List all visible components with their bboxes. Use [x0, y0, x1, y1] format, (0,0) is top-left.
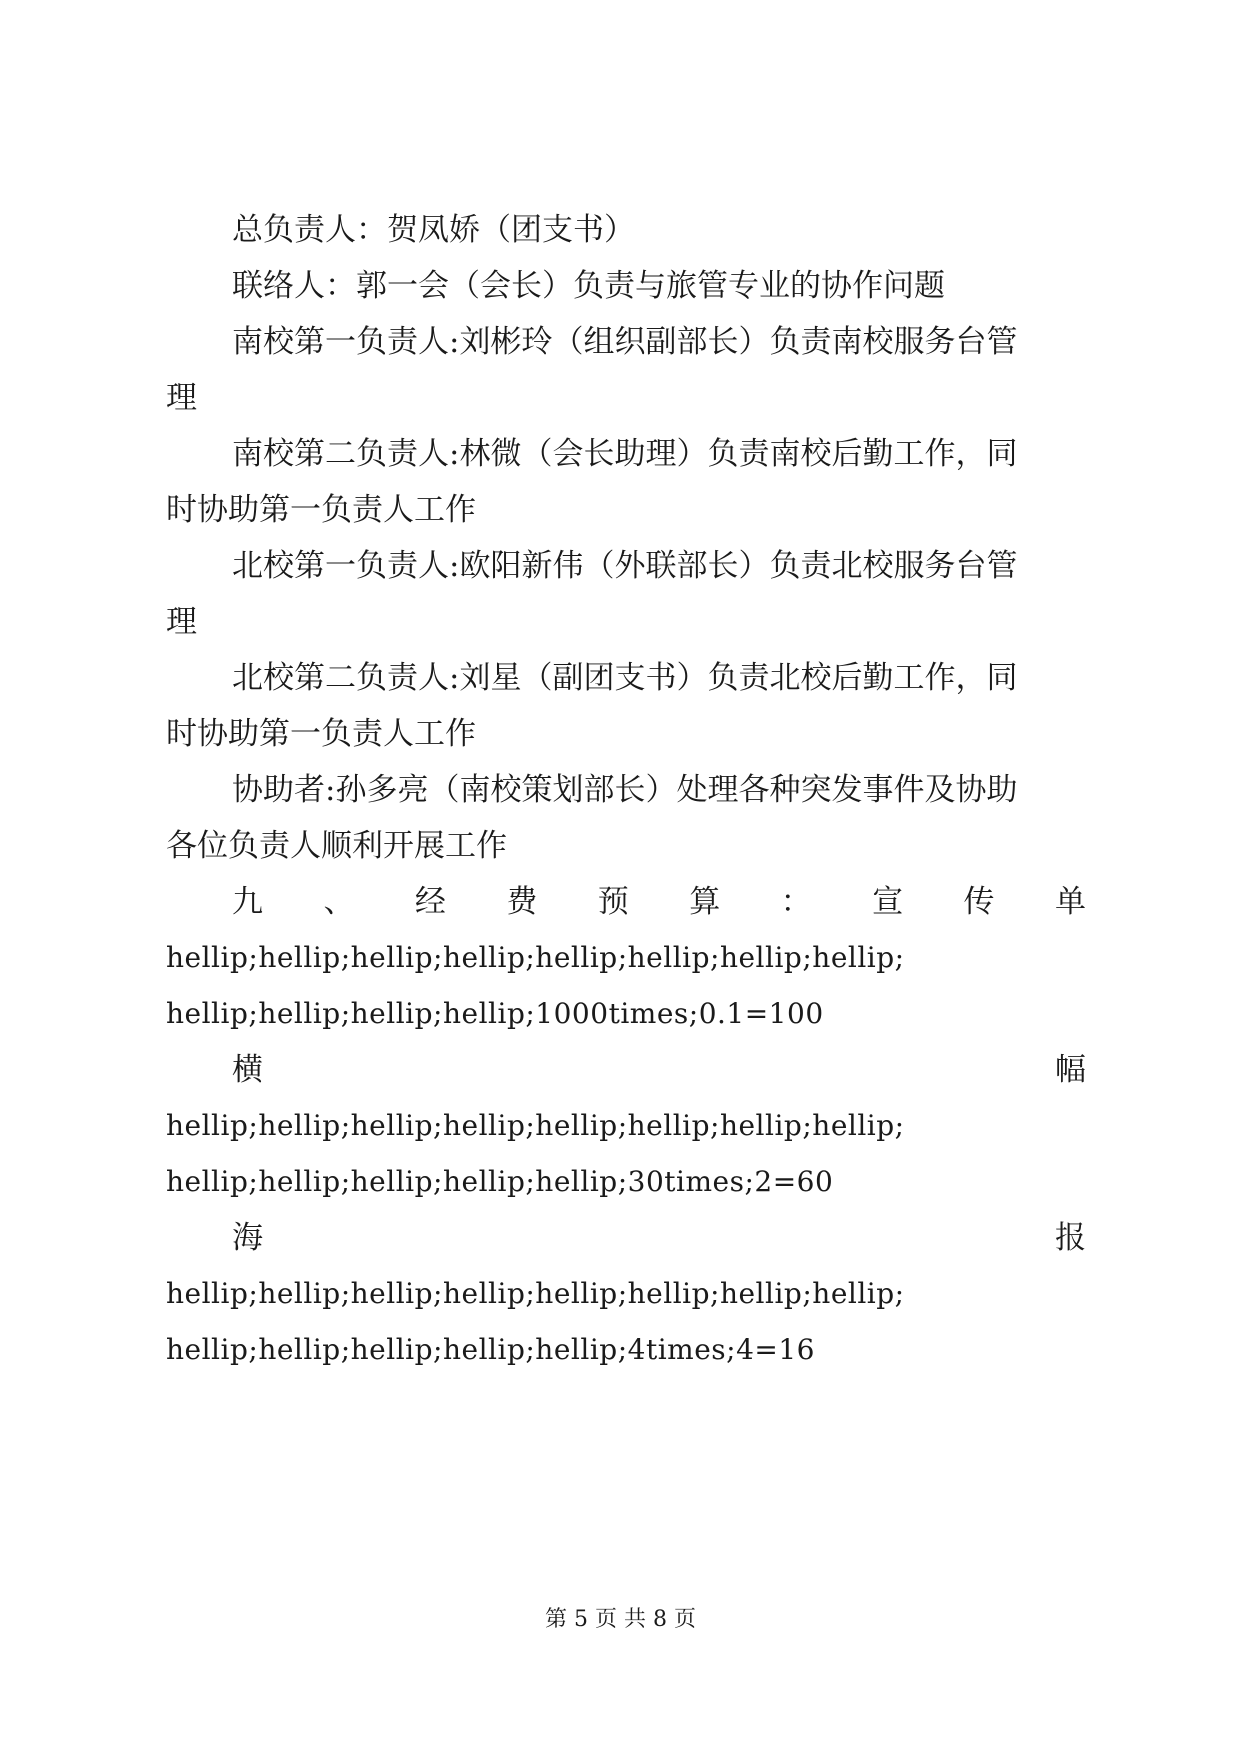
paragraph-north-first-line1: 北校第一负责人:欧阳新伟（外联部长）负责北校服务台管: [232, 548, 1018, 584]
budget-heading-char: 费: [506, 884, 538, 920]
budget-banner-line1: hellip;hellip;hellip;hellip;hellip;hellip;hellip;hellip;: [166, 1109, 905, 1142]
paragraph-assistant-line1: 协助者:孙多亮（南校策划部长）处理各种突发事件及协助: [232, 772, 1018, 808]
paragraph-north-second-line2: 时协助第一负责人工作: [166, 716, 476, 752]
paragraph-assistant-line2: 各位负责人顺利开展工作: [166, 828, 507, 864]
paragraph-liaison: 联络人：郭一会（会长）负责与旅管专业的协作问题: [232, 268, 945, 304]
budget-banner-right: 幅: [1055, 1052, 1086, 1088]
budget-poster-left: 海: [232, 1220, 263, 1256]
budget-heading-char: 算: [689, 884, 721, 920]
budget-heading: [232, 882, 1086, 922]
paragraph-south-first-line2: 理: [166, 380, 197, 416]
paragraph-north-second-line1: 北校第二负责人:刘星（副团支书）负责北校后勤工作，同: [232, 660, 1018, 696]
budget-heading-char: 传: [963, 884, 995, 920]
paragraph-north-first-line2: 理: [166, 604, 197, 640]
paragraph-south-first-line1: 南校第一负责人:刘彬玲（组织副部长）负责南校服务台管: [232, 324, 1018, 360]
paragraph-south-second-line2: 时协助第一负责人工作: [166, 492, 476, 528]
budget-flyer-line1: hellip;hellip;hellip;hellip;hellip;hellip;hellip;hellip;: [166, 941, 905, 974]
budget-poster-line1: hellip;hellip;hellip;hellip;hellip;hellip;hellip;hellip;: [166, 1277, 905, 1310]
budget-poster-heading: [232, 1218, 1086, 1258]
paragraph-south-second-line1: 南校第二负责人:林微（会长助理）负责南校后勤工作，同: [232, 436, 1018, 472]
budget-poster-line2: hellip;hellip;hellip;hellip;hellip;4times;4=16: [166, 1333, 815, 1366]
budget-banner-heading: [232, 1050, 1086, 1090]
budget-heading-char: 、: [323, 884, 355, 920]
budget-heading-char: 九: [232, 884, 263, 920]
budget-heading-char: 单: [1054, 884, 1086, 920]
budget-banner-line2: hellip;hellip;hellip;hellip;hellip;30times;2=60: [166, 1165, 834, 1198]
page-footer: 第 5 页 共 8 页: [545, 1607, 696, 1632]
paragraph-chief: 总负责人：贺凤娇（团支书）: [232, 212, 635, 248]
budget-flyer-line2: hellip;hellip;hellip;hellip;1000times;0.1=100: [166, 997, 824, 1030]
budget-banner-left: 横: [232, 1052, 263, 1088]
budget-heading-char: 宣: [872, 884, 904, 920]
budget-heading-char: 预: [597, 884, 629, 920]
budget-heading-char: ：: [780, 884, 812, 920]
budget-heading-char: 经: [414, 884, 446, 920]
budget-poster-right: 报: [1055, 1220, 1086, 1256]
